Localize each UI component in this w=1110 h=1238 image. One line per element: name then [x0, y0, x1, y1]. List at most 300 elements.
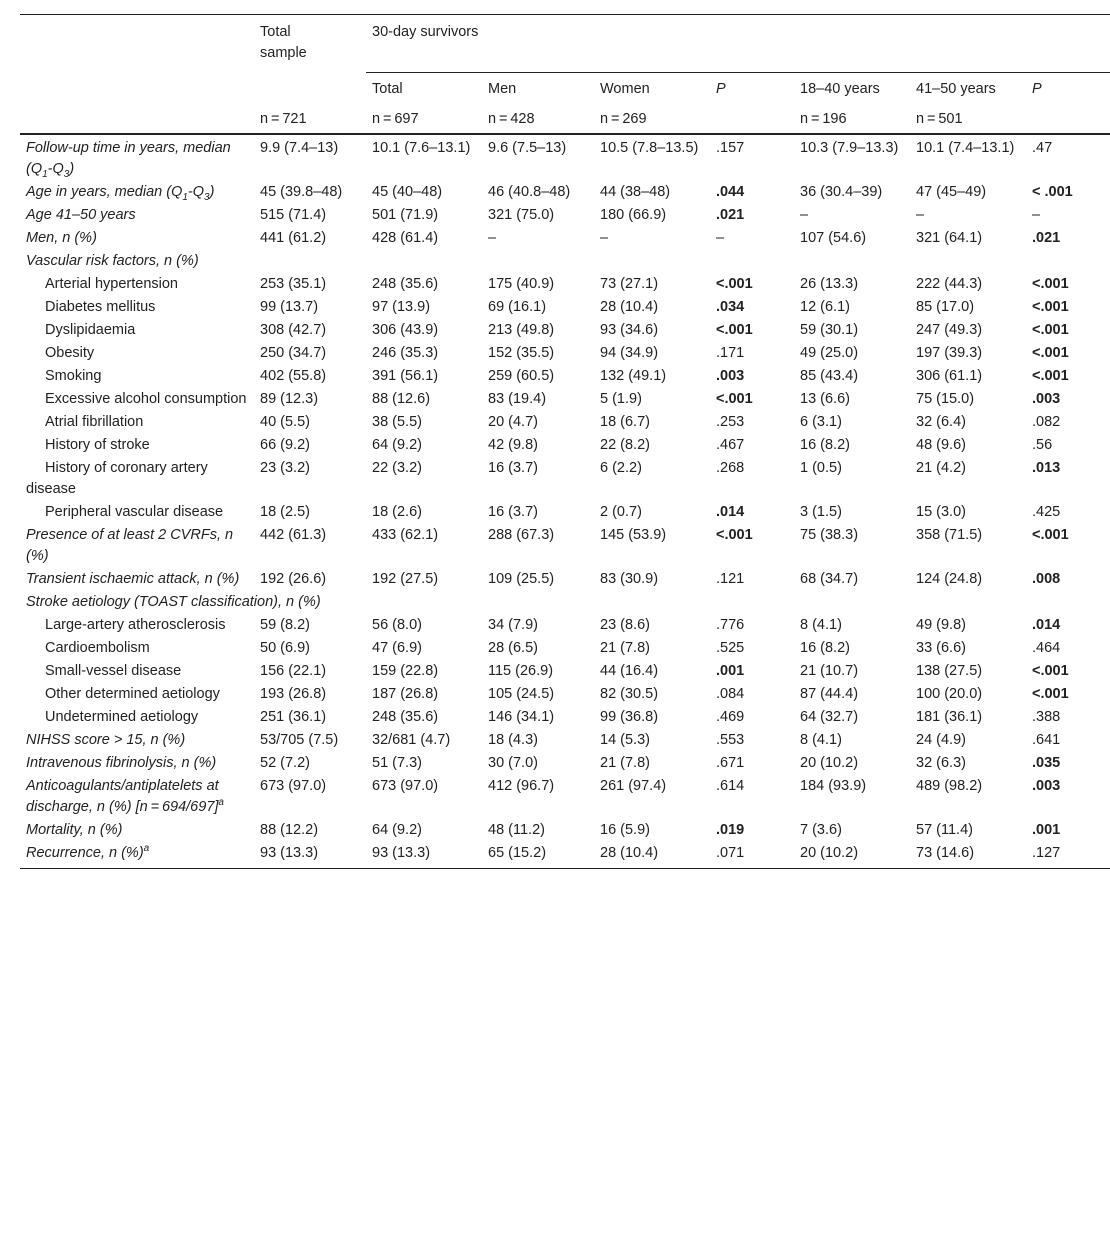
cell-total-sample: 251 (36.1) — [260, 708, 327, 725]
cell-women: 5 (1.9) — [600, 390, 642, 407]
table-row — [20, 637, 1110, 660]
cell-p-age: .035 — [1032, 754, 1061, 771]
header-count-41-50: n = 501 — [910, 108, 1026, 134]
table-row — [20, 388, 1110, 411]
cell-survivors-total: 51 (7.3) — [372, 754, 422, 771]
cell-men: 105 (24.5) — [488, 685, 555, 702]
cell-p-sex: <.001 — [716, 526, 753, 543]
cell-survivors-total: 306 (43.9) — [372, 321, 439, 338]
cell-survivors-total: 64 (9.2) — [372, 821, 422, 838]
cell-age-18-40: 26 (13.3) — [800, 275, 859, 292]
cell-age-18-40 — [794, 591, 910, 614]
cell-total-sample: 9.9 (7.4–13) — [260, 139, 339, 156]
cell-women: 261 (97.4) — [600, 777, 667, 794]
cell-total-sample: 99 (13.7) — [260, 298, 319, 315]
cell-p-sex: .268 — [716, 459, 745, 476]
cell-p-sex: .121 — [716, 570, 745, 587]
cell-survivors-total: 10.1 (7.6–13.1) — [372, 139, 471, 156]
cell-women: 132 (49.1) — [600, 367, 667, 384]
table-row — [20, 365, 1110, 388]
cell-women: 93 (34.6) — [600, 321, 659, 338]
header-col-p-age: P — [1026, 72, 1110, 108]
table-row — [20, 683, 1110, 706]
cell-age-18-40: 13 (6.6) — [800, 390, 850, 407]
cell-men: 9.6 (7.5–13) — [488, 139, 567, 156]
row-label: Peripheral vascular disease — [45, 503, 224, 520]
cell-survivors-total: 433 (62.1) — [372, 526, 439, 543]
table-row — [20, 501, 1110, 524]
header-col-41-50: 41–50 years — [910, 72, 1026, 108]
cell-men — [482, 591, 594, 614]
row-label: Recurrence, n (%)$^a$ — [20, 842, 254, 869]
cell-total-sample: 88 (12.2) — [260, 821, 319, 838]
cell-age-41-50: 73 (14.6) — [910, 842, 1026, 869]
cell-women: 99 (36.8) — [600, 708, 659, 725]
cell-total-sample: 442 (61.3) — [260, 526, 327, 543]
table-row — [20, 204, 1110, 227]
cell-women: 21 (7.8) — [600, 639, 650, 656]
cell-age-18-40: 8 (4.1) — [800, 616, 842, 633]
cell-men: 288 (67.3) — [488, 526, 555, 543]
cell-age-41-50 — [910, 591, 1026, 614]
cell-age-41-50: 247 (49.3) — [916, 321, 983, 338]
cell-age-41-50: 75 (15.0) — [916, 390, 975, 407]
cell-survivors-total: 45 (40–48) — [372, 183, 443, 200]
cell-men: 48 (11.2) — [488, 821, 545, 838]
cell-age-41-50: 197 (39.3) — [916, 344, 983, 361]
header-empty — [20, 15, 254, 73]
cell-p-sex: <.001 — [716, 275, 753, 292]
row-label: Stroke aetiology (TOAST classification), n (%) — [26, 593, 321, 610]
cell-age-41-50: 33 (6.6) — [916, 639, 966, 656]
cell-women: 180 (66.9) — [600, 206, 667, 223]
cell-p-age — [1026, 591, 1110, 614]
table-row — [20, 134, 1110, 181]
cell-p-age: .008 — [1032, 570, 1061, 587]
cell-p-sex: <.001 — [716, 390, 753, 407]
cell-p-sex: .021 — [716, 206, 745, 223]
row-label: Men, n (%) — [26, 229, 97, 246]
cell-p-age: .641 — [1032, 731, 1061, 748]
cell-p-age: <.001 — [1032, 275, 1069, 292]
cell-p-age: .388 — [1032, 708, 1061, 725]
cell-p-age: .56 — [1032, 436, 1053, 453]
table-row — [20, 434, 1110, 457]
cell-men: 83 (19.4) — [488, 390, 547, 407]
row-label: Mortality, n (%) — [26, 821, 123, 838]
cell-total-sample: 40 (5.5) — [260, 413, 310, 430]
cell-age-18-40: 75 (38.3) — [800, 526, 859, 543]
cell-p-sex: .001 — [716, 662, 745, 679]
cell-survivors-total: 64 (9.2) — [372, 436, 422, 453]
header-count-men: n = 428 — [482, 108, 594, 134]
cell-age-41-50: 489 (98.2) — [916, 777, 983, 794]
cell-men: 34 (7.9) — [488, 616, 538, 633]
header-count-p-sex — [710, 108, 794, 134]
cell-total-sample: 18 (2.5) — [260, 503, 310, 520]
cell-age-41-50: 124 (24.8) — [916, 570, 983, 587]
cell-age-18-40: 21 (10.7) — [800, 662, 859, 679]
cell-age-41-50: 321 (64.1) — [916, 229, 983, 246]
cell-p-sex: .014 — [716, 503, 745, 520]
cell-p-sex: .671 — [716, 754, 745, 771]
cell-age-18-40: 107 (54.6) — [800, 229, 867, 246]
cell-men: 65 (15.2) — [482, 842, 594, 869]
cell-age-18-40: 64 (32.7) — [800, 708, 859, 725]
cell-total-sample: 192 (26.6) — [260, 570, 327, 587]
cell-age-41-50: 358 (71.5) — [916, 526, 983, 543]
cell-women: 94 (34.9) — [600, 344, 659, 361]
cell-age-18-40: 59 (30.1) — [800, 321, 859, 338]
cell-age-18-40: 12 (6.1) — [800, 298, 850, 315]
row-label: Age 41–50 years — [26, 206, 136, 223]
row-label: History of stroke — [45, 436, 150, 453]
cell-p-sex: .467 — [716, 436, 745, 453]
header-col-men: Men — [482, 72, 594, 108]
cell-survivors-total: 93 (13.3) — [366, 842, 482, 869]
cell-men: 321 (75.0) — [488, 206, 555, 223]
table-row — [20, 319, 1110, 342]
header-row-2 — [20, 72, 1110, 108]
cell-women: 10.5 (7.8–13.5) — [600, 139, 699, 156]
cell-women: 82 (30.5) — [600, 685, 659, 702]
cell-total-sample: 515 (71.4) — [260, 206, 327, 223]
header-30-day-survivors: 30-day survivors — [366, 15, 1110, 73]
cell-women: 18 (6.7) — [600, 413, 650, 430]
table-row — [20, 819, 1110, 842]
cell-survivors-total: 32/681 (4.7) — [372, 731, 451, 748]
cell-women: 2 (0.7) — [600, 503, 642, 520]
row-label: Atrial fibrillation — [45, 413, 144, 430]
cell-p-age: <.001 — [1032, 662, 1069, 679]
table-row — [20, 227, 1110, 250]
cell-p-sex: .019 — [716, 821, 745, 838]
header-count-women: n = 269 — [594, 108, 710, 134]
row-label: Age in years, median $(Q_1-Q_3)$ — [26, 183, 215, 203]
cell-age-41-50: 100 (20.0) — [916, 685, 983, 702]
row-label: Cardioembolism — [45, 639, 150, 656]
cell-survivors-total: 248 (35.6) — [372, 708, 439, 725]
row-label: Obesity — [45, 344, 95, 361]
cell-age-41-50: 24 (4.9) — [916, 731, 966, 748]
cell-men — [482, 250, 594, 273]
cell-survivors-total: 428 (61.4) — [372, 229, 439, 246]
header-row-1 — [20, 15, 1110, 73]
cell-women: 44 (16.4) — [600, 662, 659, 679]
cell-survivors-total: 18 (2.6) — [372, 503, 422, 520]
cell-age-41-50 — [910, 250, 1026, 273]
row-label: Undetermined aetiology — [45, 708, 199, 725]
cell-age-41-50: 181 (36.1) — [916, 708, 983, 725]
cell-age-41-50: 32 (6.3) — [916, 754, 966, 771]
cell-age-18-40: 36 (30.4–39) — [800, 183, 883, 200]
cell-age-18-40: 49 (25.0) — [800, 344, 859, 361]
cell-p-age: .014 — [1032, 616, 1061, 633]
cell-women: 145 (53.9) — [600, 526, 667, 543]
header-col-18-40: 18–40 years — [794, 72, 910, 108]
row-label: Smoking — [45, 367, 102, 384]
row-label: Small-vessel disease — [45, 662, 182, 679]
cell-p-sex: <.001 — [716, 321, 753, 338]
cell-survivors-total: 192 (27.5) — [372, 570, 439, 587]
cell-p-sex: .776 — [716, 616, 745, 633]
header-count-total: n = 697 — [366, 108, 482, 134]
cell-p-age: <.001 — [1032, 685, 1069, 702]
cell-men: 412 (96.7) — [488, 777, 555, 794]
header-col-total: Total — [366, 72, 482, 108]
cell-men: 146 (34.1) — [488, 708, 555, 725]
cell-p-sex: .469 — [716, 708, 745, 725]
table-row — [20, 524, 1110, 568]
table-row — [20, 775, 1110, 819]
table-body — [20, 134, 1110, 869]
cell-total-sample: 193 (26.8) — [260, 685, 327, 702]
cell-age-41-50: 57 (11.4) — [916, 821, 973, 838]
row-label: Excessive alcohol consumption — [45, 390, 247, 407]
cell-women: 28 (10.4) — [600, 298, 659, 315]
header-row-3 — [20, 108, 1110, 134]
cell-women — [594, 591, 710, 614]
cell-women: 6 (2.2) — [600, 459, 642, 476]
cell-total-sample: 250 (34.7) — [260, 344, 327, 361]
cell-p-age: <.001 — [1032, 344, 1069, 361]
cell-p-sex: .253 — [716, 413, 745, 430]
cell-total-sample: 93 (13.3) — [254, 842, 366, 869]
cell-women: 16 (5.9) — [600, 821, 650, 838]
cell-survivors-total: 88 (12.6) — [372, 390, 431, 407]
cell-p-sex: .071 — [710, 842, 794, 869]
cell-p-sex: .525 — [716, 639, 745, 656]
header-col-p-sex: P — [710, 72, 794, 108]
cell-men: 259 (60.5) — [488, 367, 555, 384]
header-col-women: Women — [594, 72, 710, 108]
cell-p-sex: .003 — [716, 367, 745, 384]
cell-age-18-40: 10.3 (7.9–13.3) — [800, 139, 899, 156]
cell-men: 69 (16.1) — [488, 298, 547, 315]
cell-age-18-40 — [794, 250, 910, 273]
table-row — [20, 660, 1110, 683]
table-row — [20, 729, 1110, 752]
row-label: Dyslipidaemia — [45, 321, 136, 338]
cell-p-age: .001 — [1032, 821, 1061, 838]
table-row — [20, 614, 1110, 637]
cell-p-sex: .084 — [716, 685, 745, 702]
cell-age-18-40: 20 (10.2) — [800, 754, 859, 771]
header-count-p-age — [1026, 108, 1110, 134]
cell-p-age: .464 — [1032, 639, 1061, 656]
cell-men: 109 (25.5) — [488, 570, 555, 587]
table-row — [20, 273, 1110, 296]
cell-men: – — [488, 229, 497, 246]
cell-total-sample: 673 (97.0) — [260, 777, 327, 794]
cell-men: 213 (49.8) — [488, 321, 555, 338]
cell-total-sample: 53/705 (7.5) — [260, 731, 339, 748]
cell-total-sample: 23 (3.2) — [260, 459, 310, 476]
row-label: Vascular risk factors, n (%) — [26, 252, 199, 269]
table-row — [20, 752, 1110, 775]
cell-total-sample: 52 (7.2) — [260, 754, 310, 771]
row-label: Anticoagulants/antiplatelets at discharge, n (%) [n = 694/697]$^a$ — [26, 777, 224, 815]
cell-total-sample: 308 (42.7) — [260, 321, 327, 338]
cell-survivors-total: 97 (13.9) — [372, 298, 431, 315]
cell-p-age: .021 — [1032, 229, 1061, 246]
cell-age-18-40: 16 (8.2) — [800, 436, 850, 453]
cell-survivors-total: 391 (56.1) — [372, 367, 439, 384]
cell-age-18-40: 8 (4.1) — [800, 731, 842, 748]
cell-age-41-50: 306 (61.1) — [916, 367, 983, 384]
cell-age-18-40: 1 (0.5) — [800, 459, 842, 476]
cell-p-age: .013 — [1032, 459, 1061, 476]
cell-men: 30 (7.0) — [488, 754, 538, 771]
cell-men: 115 (26.9) — [488, 662, 554, 679]
cell-p-age: .425 — [1032, 503, 1061, 520]
cell-men: 175 (40.9) — [488, 275, 555, 292]
cell-p-age: .47 — [1032, 139, 1053, 156]
table-row — [20, 296, 1110, 319]
cell-p-age: < .001 — [1032, 183, 1073, 200]
results-table — [20, 14, 1110, 869]
cell-survivors-total: 673 (97.0) — [372, 777, 439, 794]
cell-men: 152 (35.5) — [488, 344, 555, 361]
cell-age-41-50: 47 (45–49) — [916, 183, 987, 200]
header-count-total-sample: n = 721 — [254, 108, 366, 134]
cell-women: 14 (5.3) — [600, 731, 650, 748]
cell-survivors-total — [366, 250, 482, 273]
table-row — [20, 411, 1110, 434]
cell-men: 42 (9.8) — [488, 436, 538, 453]
cell-women — [594, 250, 710, 273]
cell-age-18-40: 6 (3.1) — [800, 413, 842, 430]
table-row — [20, 342, 1110, 365]
cell-age-41-50: 32 (6.4) — [916, 413, 966, 430]
cell-women: 73 (27.1) — [600, 275, 659, 292]
row-label: Transient ischaemic attack, n (%) — [26, 570, 240, 587]
cell-total-sample — [254, 250, 366, 273]
cell-p-age: <.001 — [1032, 526, 1069, 543]
cell-total-sample: 50 (6.9) — [260, 639, 310, 656]
cell-p-sex: .157 — [716, 139, 745, 156]
cell-survivors-total: 246 (35.3) — [372, 344, 439, 361]
cell-age-41-50: 48 (9.6) — [916, 436, 966, 453]
row-label: NIHSS score > 15, n (%) — [26, 731, 186, 748]
cell-age-18-40: 7 (3.6) — [800, 821, 842, 838]
table-row — [20, 568, 1110, 591]
cell-p-age: <.001 — [1032, 321, 1069, 338]
cell-p-sex — [710, 591, 794, 614]
cell-p-sex: .034 — [716, 298, 745, 315]
cell-women: 28 (10.4) — [594, 842, 710, 869]
cell-men: 46 (40.8–48) — [488, 183, 571, 200]
row-label: Other determined aetiology — [45, 685, 220, 702]
row-label: Presence of at least 2 CVRFs, n (%) — [26, 526, 234, 564]
cell-p-sex — [710, 250, 794, 273]
cell-total-sample: 89 (12.3) — [260, 390, 319, 407]
cell-total-sample: 66 (9.2) — [260, 436, 310, 453]
header-total-sample: Total sample — [254, 15, 366, 73]
cell-survivors-total: 22 (3.2) — [372, 459, 422, 476]
cell-survivors-total: 56 (8.0) — [372, 616, 422, 633]
table-row — [20, 250, 1110, 273]
cell-survivors-total: 501 (71.9) — [372, 206, 439, 223]
table-row — [20, 842, 1110, 869]
cell-women: 83 (30.9) — [600, 570, 659, 587]
row-label: History of coronary artery disease — [26, 459, 208, 497]
cell-survivors-total: 248 (35.6) — [372, 275, 439, 292]
cell-p-age: <.001 — [1032, 298, 1069, 315]
cell-total-sample: 253 (35.1) — [260, 275, 327, 292]
cell-total-sample: 45 (39.8–48) — [260, 183, 343, 200]
cell-age-18-40: 184 (93.9) — [800, 777, 867, 794]
cell-men: 20 (4.7) — [488, 413, 538, 430]
cell-age-41-50: 85 (17.0) — [916, 298, 975, 315]
cell-age-41-50: 49 (9.8) — [916, 616, 966, 633]
row-label: Arterial hypertension — [45, 275, 178, 292]
row-label: Intravenous fibrinolysis, n (%) — [26, 754, 217, 771]
table-row — [20, 591, 1110, 614]
cell-survivors-total: 47 (6.9) — [372, 639, 422, 656]
cell-p-sex: .171 — [716, 344, 745, 361]
cell-men: 18 (4.3) — [488, 731, 538, 748]
cell-total-sample: 402 (55.8) — [260, 367, 327, 384]
cell-p-sex: .614 — [716, 777, 745, 794]
cell-women: – — [600, 229, 609, 246]
cell-men: 28 (6.5) — [488, 639, 538, 656]
cell-women: 23 (8.6) — [600, 616, 650, 633]
cell-p-sex: – — [716, 229, 725, 246]
cell-men: 16 (3.7) — [488, 459, 538, 476]
cell-women: 22 (8.2) — [600, 436, 650, 453]
cell-age-41-50: 222 (44.3) — [916, 275, 983, 292]
cell-p-age: – — [1032, 206, 1041, 223]
cell-age-41-50: 21 (4.2) — [916, 459, 966, 476]
table-row — [20, 457, 1110, 501]
cell-total-sample: 59 (8.2) — [260, 616, 310, 633]
cell-p-sex: .553 — [716, 731, 745, 748]
cell-age-41-50: 10.1 (7.4–13.1) — [916, 139, 1015, 156]
cell-survivors-total: 159 (22.8) — [372, 662, 439, 679]
cell-age-18-40: 16 (8.2) — [800, 639, 850, 656]
cell-p-age: .003 — [1032, 777, 1061, 794]
cell-age-41-50: 138 (27.5) — [916, 662, 983, 679]
cell-age-41-50: 15 (3.0) — [916, 503, 966, 520]
cell-age-18-40: 3 (1.5) — [800, 503, 842, 520]
cell-total-sample: 441 (61.2) — [260, 229, 327, 246]
row-label: Diabetes mellitus — [45, 298, 156, 315]
cell-women: 44 (38–48) — [600, 183, 671, 200]
cell-survivors-total: 187 (26.8) — [372, 685, 439, 702]
cell-survivors-total: 38 (5.5) — [372, 413, 422, 430]
cell-total-sample: 156 (22.1) — [260, 662, 327, 679]
cell-p-age: .127 — [1026, 842, 1110, 869]
table-row — [20, 706, 1110, 729]
header-count-18-40: n = 196 — [794, 108, 910, 134]
table-row — [20, 181, 1110, 204]
cell-p-age: <.001 — [1032, 367, 1069, 384]
cell-age-18-40: 68 (34.7) — [800, 570, 859, 587]
cell-age-18-40: 85 (43.4) — [800, 367, 859, 384]
row-label: Large-artery atherosclerosis — [45, 616, 226, 633]
cell-p-age — [1026, 250, 1110, 273]
cell-men: 16 (3.7) — [488, 503, 538, 520]
cell-age-41-50: – — [916, 206, 925, 223]
cell-age-18-40: 20 (10.2) — [794, 842, 910, 869]
cell-age-18-40: 87 (44.4) — [800, 685, 859, 702]
cell-age-18-40: – — [800, 206, 809, 223]
cell-p-sex: .044 — [716, 183, 745, 200]
row-label: Follow-up time in years, median $(Q_1-Q_3)$ — [26, 139, 231, 180]
cell-p-age: .003 — [1032, 390, 1061, 407]
cell-p-age: .082 — [1032, 413, 1061, 430]
